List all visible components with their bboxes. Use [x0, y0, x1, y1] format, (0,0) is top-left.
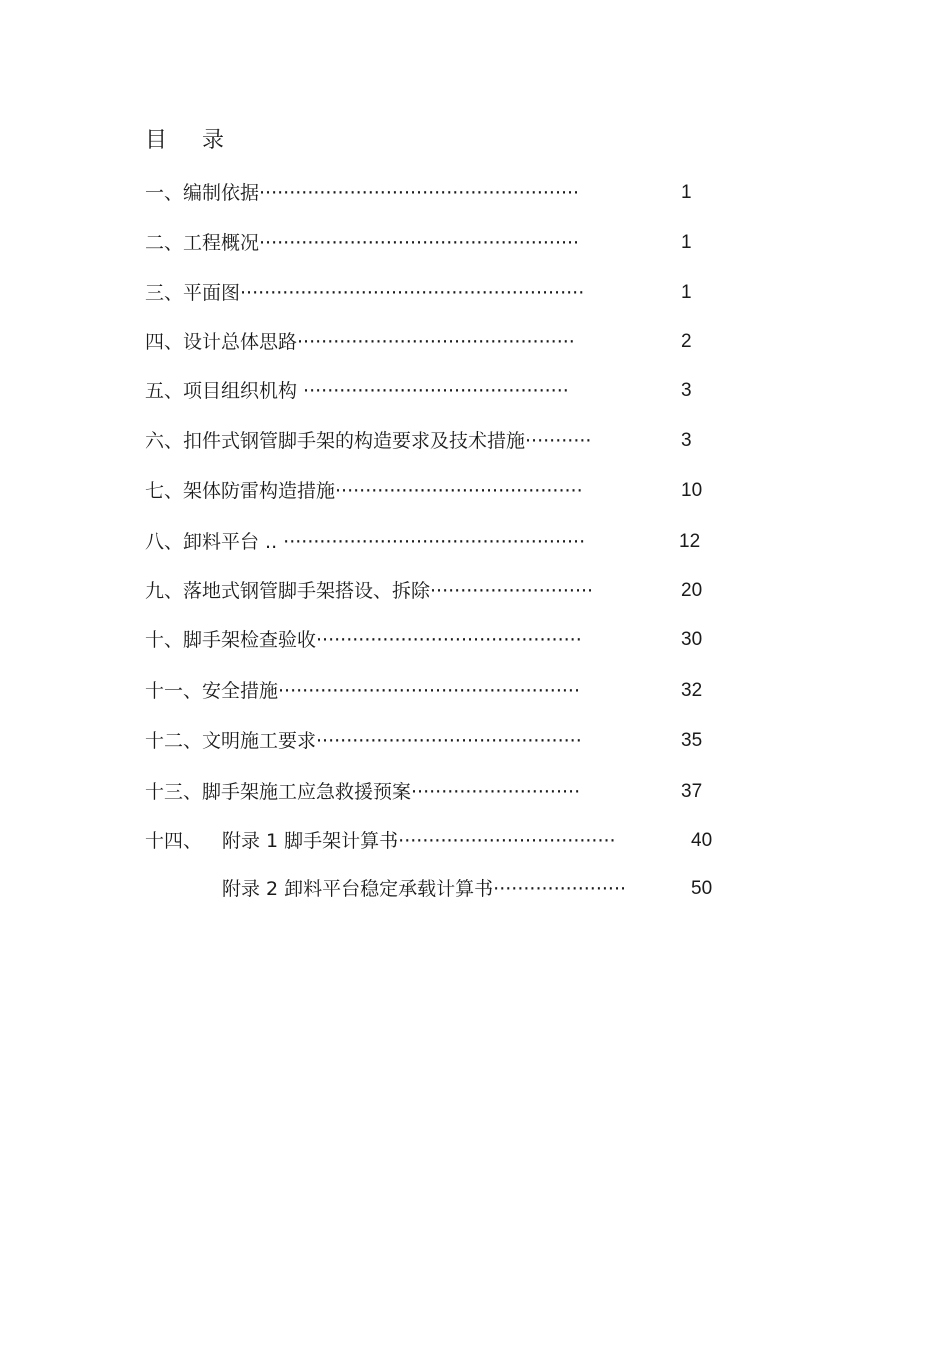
toc-entry-page: 3 [681, 380, 692, 401]
toc-entry-text: 三、平面图························································· [145, 282, 585, 304]
toc-entry-page: 20 [681, 580, 703, 601]
toc-entry-text: 附录 1 脚手架计算书···································· [222, 830, 616, 852]
toc-entry-page: 35 [681, 730, 703, 751]
toc-entry-text: 二、工程概况····················································· [145, 232, 580, 254]
toc-entry-page: 32 [681, 680, 703, 701]
toc-appendix-prefix: 十四、 [145, 830, 203, 852]
toc-entry-text: 四、设计总体思路·············································· [145, 331, 575, 353]
toc-entry-text: 八、卸料平台 .. ·················································· [145, 531, 586, 553]
toc-entry-page: 12 [679, 531, 701, 552]
toc-entry-text: 十、脚手架检查验收············································ [145, 629, 582, 651]
toc-entry-text: 九、落地式钢管脚手架搭设、拆除··························· [145, 580, 594, 602]
toc-entry-text: 七、架体防雷构造措施········································· [145, 480, 583, 502]
toc-entry-text: 六、扣件式钢管脚手架的构造要求及技术措施··········· [145, 430, 592, 452]
toc-entry-page: 40 [691, 830, 713, 851]
toc-entry-text: 五、项目组织机构 ············································ [145, 380, 569, 402]
toc-entry-page: 2 [681, 331, 692, 352]
toc-entry-page: 50 [691, 878, 713, 899]
toc-entry-text: 一、编制依据····················································· [145, 182, 580, 204]
toc-entry-page: 37 [681, 781, 703, 802]
toc-entry-page: 1 [681, 282, 692, 303]
toc-entry-page: 3 [681, 430, 692, 451]
toc-entry-text: 十二、文明施工要求············································ [145, 730, 582, 752]
toc-title: 目 录 [145, 128, 238, 153]
toc-entry-text: 附录 2 卸料平台稳定承载计算书······················ [222, 878, 627, 900]
toc-entry-page: 30 [681, 629, 703, 650]
toc-entry-text: 十一、安全措施·················································· [145, 680, 580, 702]
toc-entry-page: 1 [681, 232, 692, 253]
toc-entry-page: 10 [681, 480, 703, 501]
toc-entry-text: 十三、脚手架施工应急救援预案···························· [145, 781, 581, 803]
toc-entry-page: 1 [681, 182, 692, 203]
